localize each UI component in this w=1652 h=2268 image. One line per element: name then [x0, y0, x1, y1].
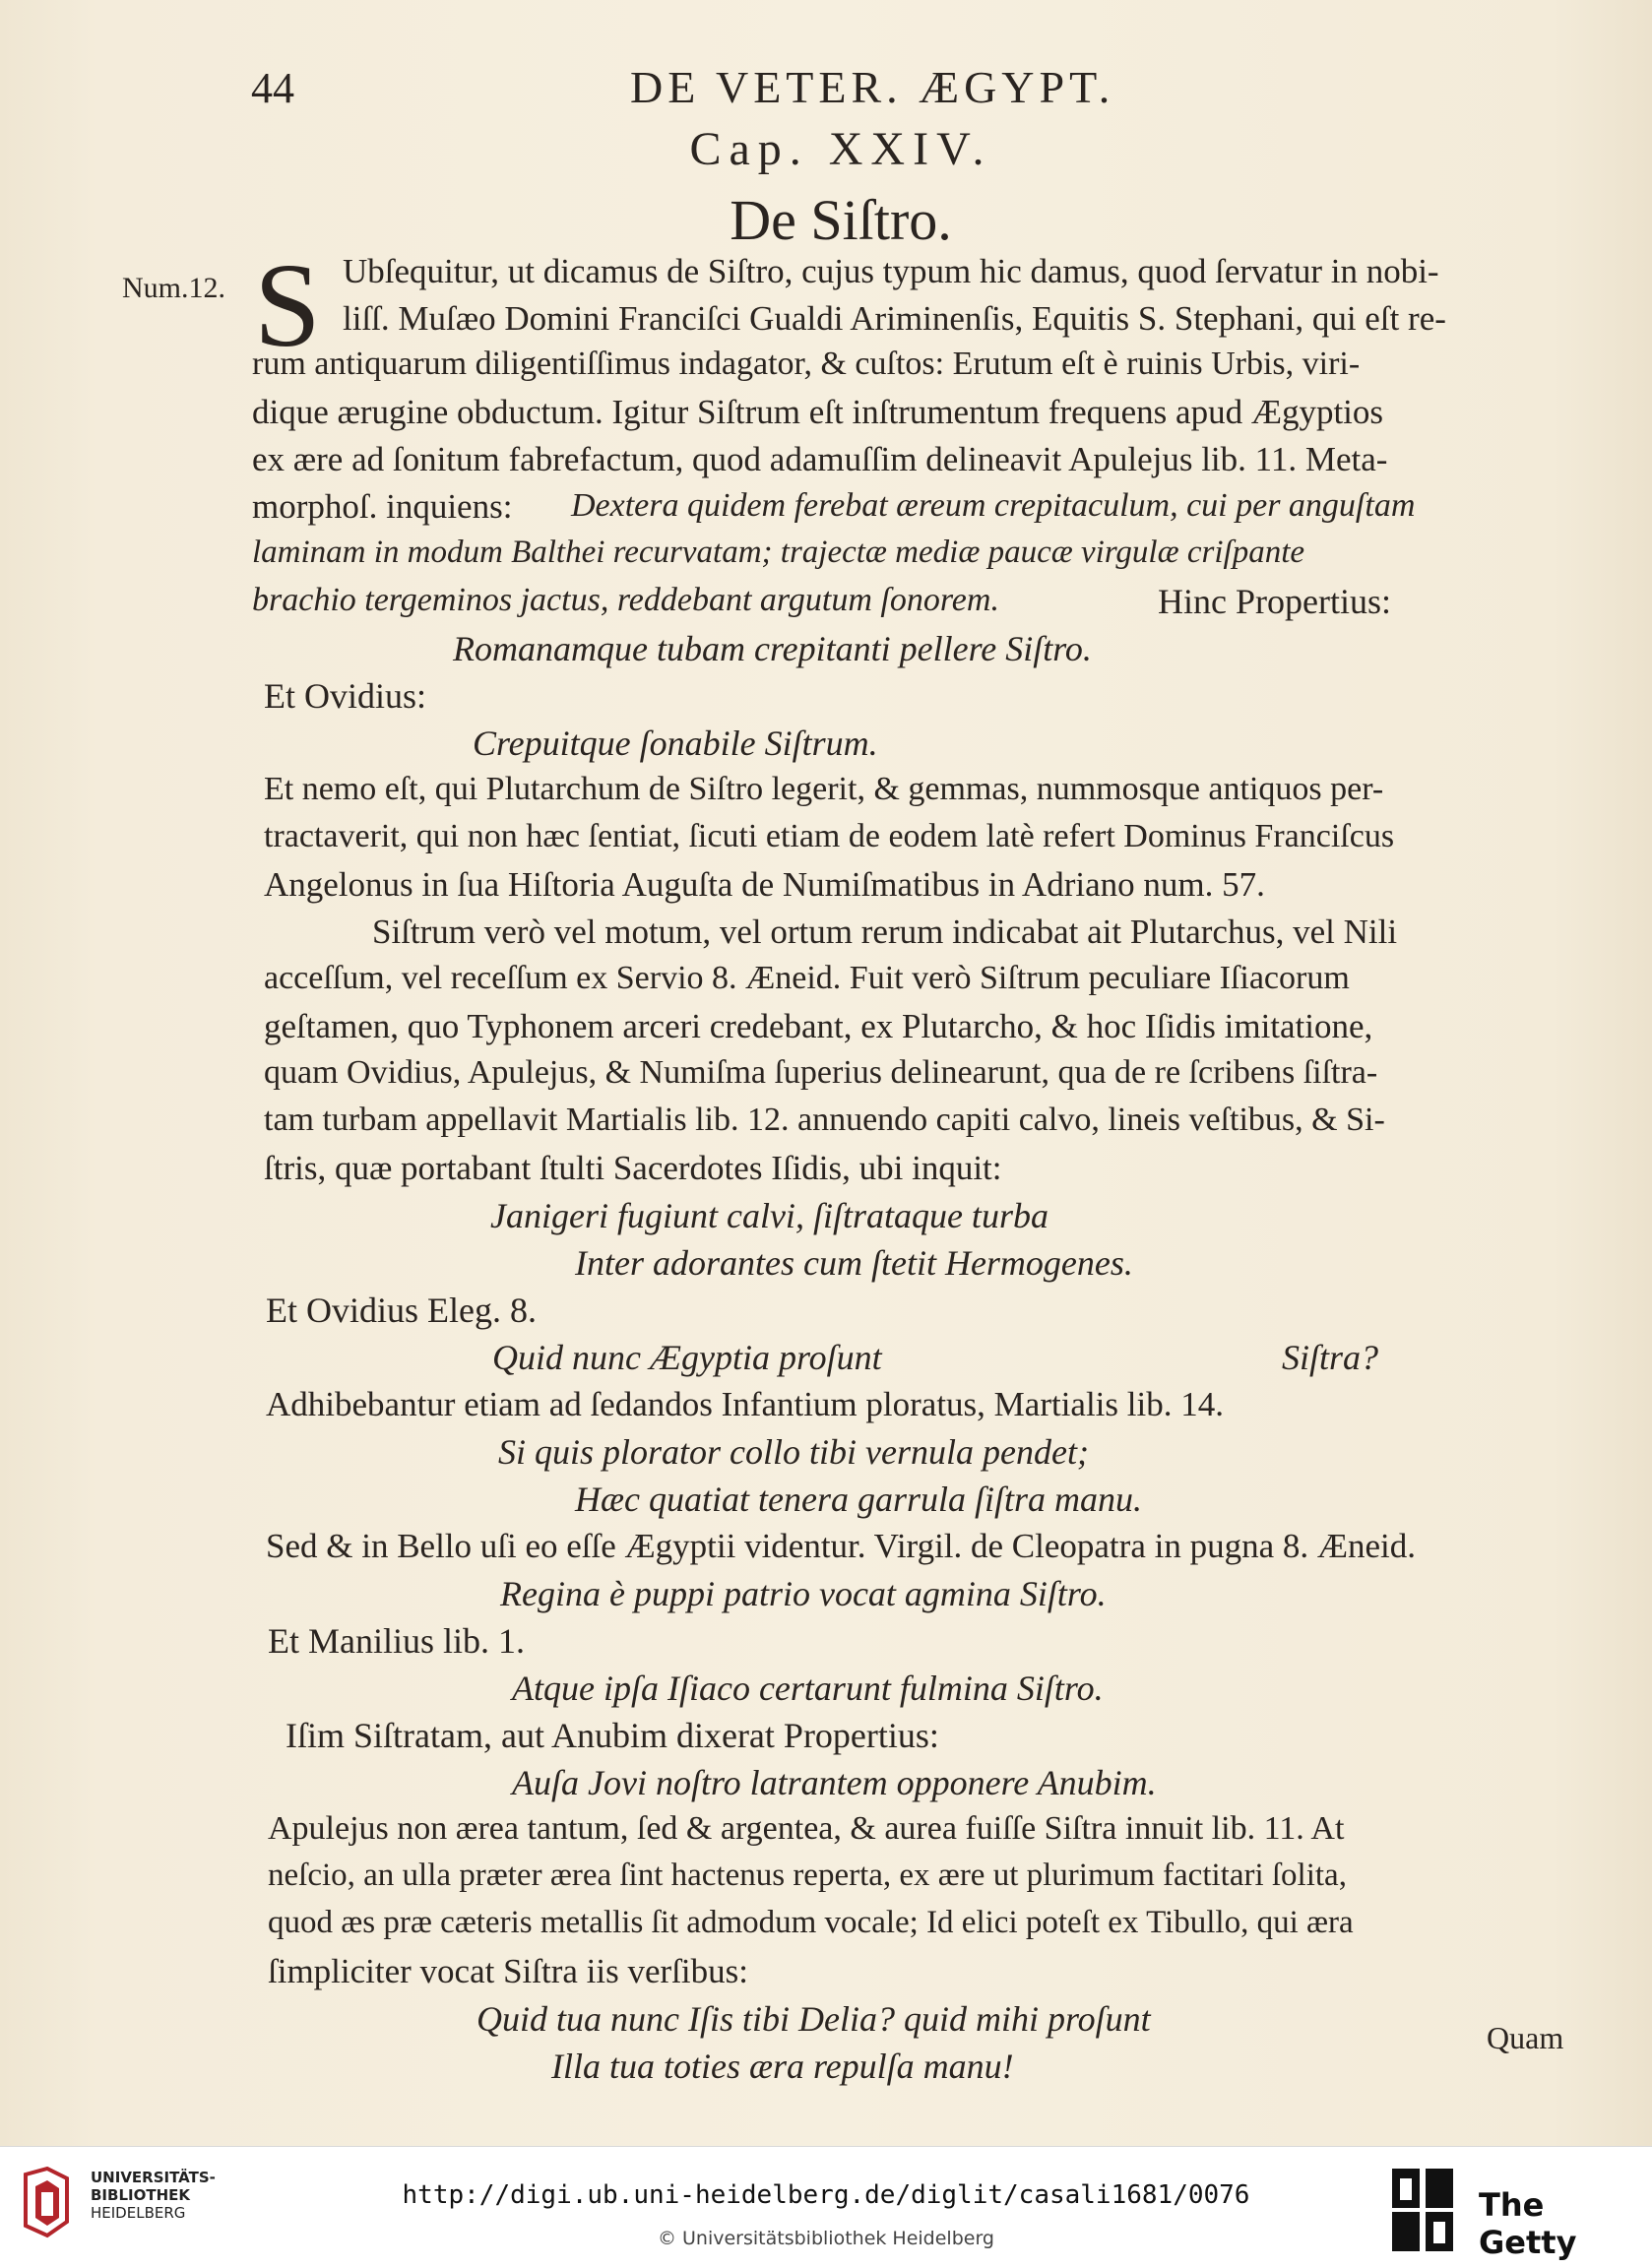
verse-line: Hæc quatiat tenera garrula ſiſtra manu. — [575, 1480, 1142, 1519]
chapter-heading: Cap. XXIV. — [689, 123, 992, 175]
text-line: quam Ovidius, Apulejus, & Numiſma ſuperius delinearunt, qua de re ſcribens ſiſtra- — [264, 1054, 1378, 1091]
verse-line: Illa tua toties æra repulſa manu! — [551, 2047, 1014, 2086]
text-line: Ubſequitur, ut dicamus de Siſtro, cujus typum hic damus, quod ſervatur in nobi- — [343, 252, 1439, 290]
text-line: Siſtrum verò vel motum, vel ortum rerum indicabat ait Plutarchus, vel Nili — [372, 913, 1398, 951]
text-line: Et Ovidius: — [264, 676, 427, 716]
verse-line: Quid nunc Ægyptia proſunt — [492, 1338, 882, 1377]
permalink-url[interactable]: http://digi.ub.uni-heidelberg.de/diglit/casali1681/0076 — [402, 2180, 1250, 2210]
verse-line: Inter adorantes cum ſtetit Hermogenes. — [575, 1243, 1133, 1283]
verse-line: Atque ipſa Iſiaco certarunt fulmina Siſtro. — [512, 1669, 1104, 1708]
running-title: DE VETER. ÆGYPT. — [630, 62, 1115, 112]
library-name-line: BIBLIOTHEK — [91, 2186, 190, 2204]
text-line: Angelonus in ſua Hiſtoria Auguſta de Numiſmatibus in Adriano num. 57. — [264, 865, 1265, 904]
library-name-line: UNIVERSITÄTS- — [91, 2169, 216, 2186]
verse-line: Si quis plorator collo tibi vernula pendet; — [498, 1432, 1089, 1472]
text-line: ſtris, quæ portabant ſtulti Sacerdotes Iſidis, ubi inquit: — [264, 1149, 1002, 1187]
text-line: acceſſum, vel receſſum ex Servio 8. Æneid. Fuit verò Siſtrum peculiare Iſiacorum — [264, 960, 1350, 996]
text-line: tam turbam appellavit Martialis lib. 12. annuendo capiti calvo, lineis veſtibus, & Si- — [264, 1102, 1385, 1138]
verse-line: Quid tua nunc Iſis tibi Delia? quid mihi proſunt — [477, 1999, 1151, 2039]
drop-cap: S — [254, 239, 321, 372]
page-number: 44 — [251, 64, 294, 112]
verse-line: Janigeri fugiunt calvi, ſiſtrataque turba — [490, 1196, 1048, 1235]
quotation-line: laminam in modum Balthei recurvatam; trajectæ mediæ paucæ virgulæ criſpante — [252, 535, 1305, 570]
viewer-footer — [0, 2146, 1652, 2268]
text-line: neſcio, an ulla præter ærea ſint hactenus reperta, ex ære ut plurimum factitari ſolita, — [268, 1858, 1347, 1893]
quotation-line: Dextera quidem ferebat æreum crepitaculum, cui per anguſtam — [571, 487, 1416, 524]
text-line: rum antiquarum diligentiſſimus indagator, & cuſtos: Erutum eſt è ruinis Urbis, viri- — [252, 346, 1361, 382]
partner-name: The Getty — [1479, 2186, 1577, 2261]
margin-note: Num.12. — [122, 272, 225, 304]
text-line: morphoſ. inquiens: — [252, 487, 513, 526]
text-line: quod æs præ cæteris metallis ſit admodum vocale; Id elici poteſt ex Tibullo, qui æra — [268, 1905, 1354, 1940]
verse-line: Auſa Jovi noſtro latrantem opponere Anubim. — [512, 1763, 1157, 1802]
copyright-notice: © Universitätsbibliothek Heidelberg — [657, 2228, 994, 2249]
text-line: Et Manilius lib. 1. — [268, 1621, 525, 1661]
text-line: ex ære ad ſonitum fabrefactum, quod adamuſſim delineavit Apulejus lib. 11. Meta- — [252, 440, 1388, 478]
verse-line: Crepuitque ſonabile Siſtrum. — [473, 724, 878, 763]
text-line: tractaverit, qui non hæc ſentiat, ſicuti etiam de eodem latè refert Dominus Franciſcus — [264, 818, 1395, 854]
text-line: Hinc Propertius: — [1158, 582, 1391, 621]
text-line: ſimpliciter vocat Siſtra iis verſibus: — [268, 1952, 748, 1990]
text-line: geſtamen, quo Typhonem arceri credebant, ex Plutarcho, & hoc Iſidis imitatione, — [264, 1007, 1373, 1045]
text-line: liſſ. Muſæo Domini Franciſci Gualdi Ariminenſis, Equitis S. Stephani, qui eſt re- — [343, 299, 1446, 338]
text-line: Adhibebantur etiam ad ſedandos Infantium ploratus, Martialis lib. 14. — [266, 1385, 1224, 1423]
text-line: dique ærugine obductum. Igitur Siſtrum eſt inſtrumentum frequens apud Ægyptios — [252, 393, 1384, 431]
text-line: Apulejus non ærea tantum, ſed & argentea, & aurea fuiſſe Siſtra innuit lib. 11. At — [268, 1810, 1345, 1847]
quotation-line: brachio tergeminos jactus, reddebant argutum ſonorem. — [252, 582, 999, 618]
text-line: Et nemo eſt, qui Plutarchum de Siſtro legerit, & gemmas, nummosque antiquos per- — [264, 771, 1384, 807]
text-line: Sed & in Bello uſi eo eſſe Ægyptii videntur. Virgil. de Cleopatra in pugna 8. Æneid. — [266, 1527, 1416, 1565]
verse-line: Regina è puppi patrio vocat agmina Siſtro. — [500, 1574, 1107, 1613]
verse-line: Romanamque tubam crepitanti pellere Siſtro. — [453, 629, 1092, 668]
text-line: Et Ovidius Eleg. 8. — [266, 1291, 537, 1330]
getty-logo-icon — [1388, 2165, 1457, 2255]
text-line: Iſim Siſtratam, aut Anubim dixerat Propertius: — [286, 1716, 939, 1755]
library-name-line: HEIDELBERG — [91, 2204, 186, 2222]
catchword: Quam — [1487, 2020, 1564, 2055]
chapter-subject: De Siſtro. — [730, 188, 952, 252]
verse-line: Siſtra? — [1282, 1338, 1379, 1377]
